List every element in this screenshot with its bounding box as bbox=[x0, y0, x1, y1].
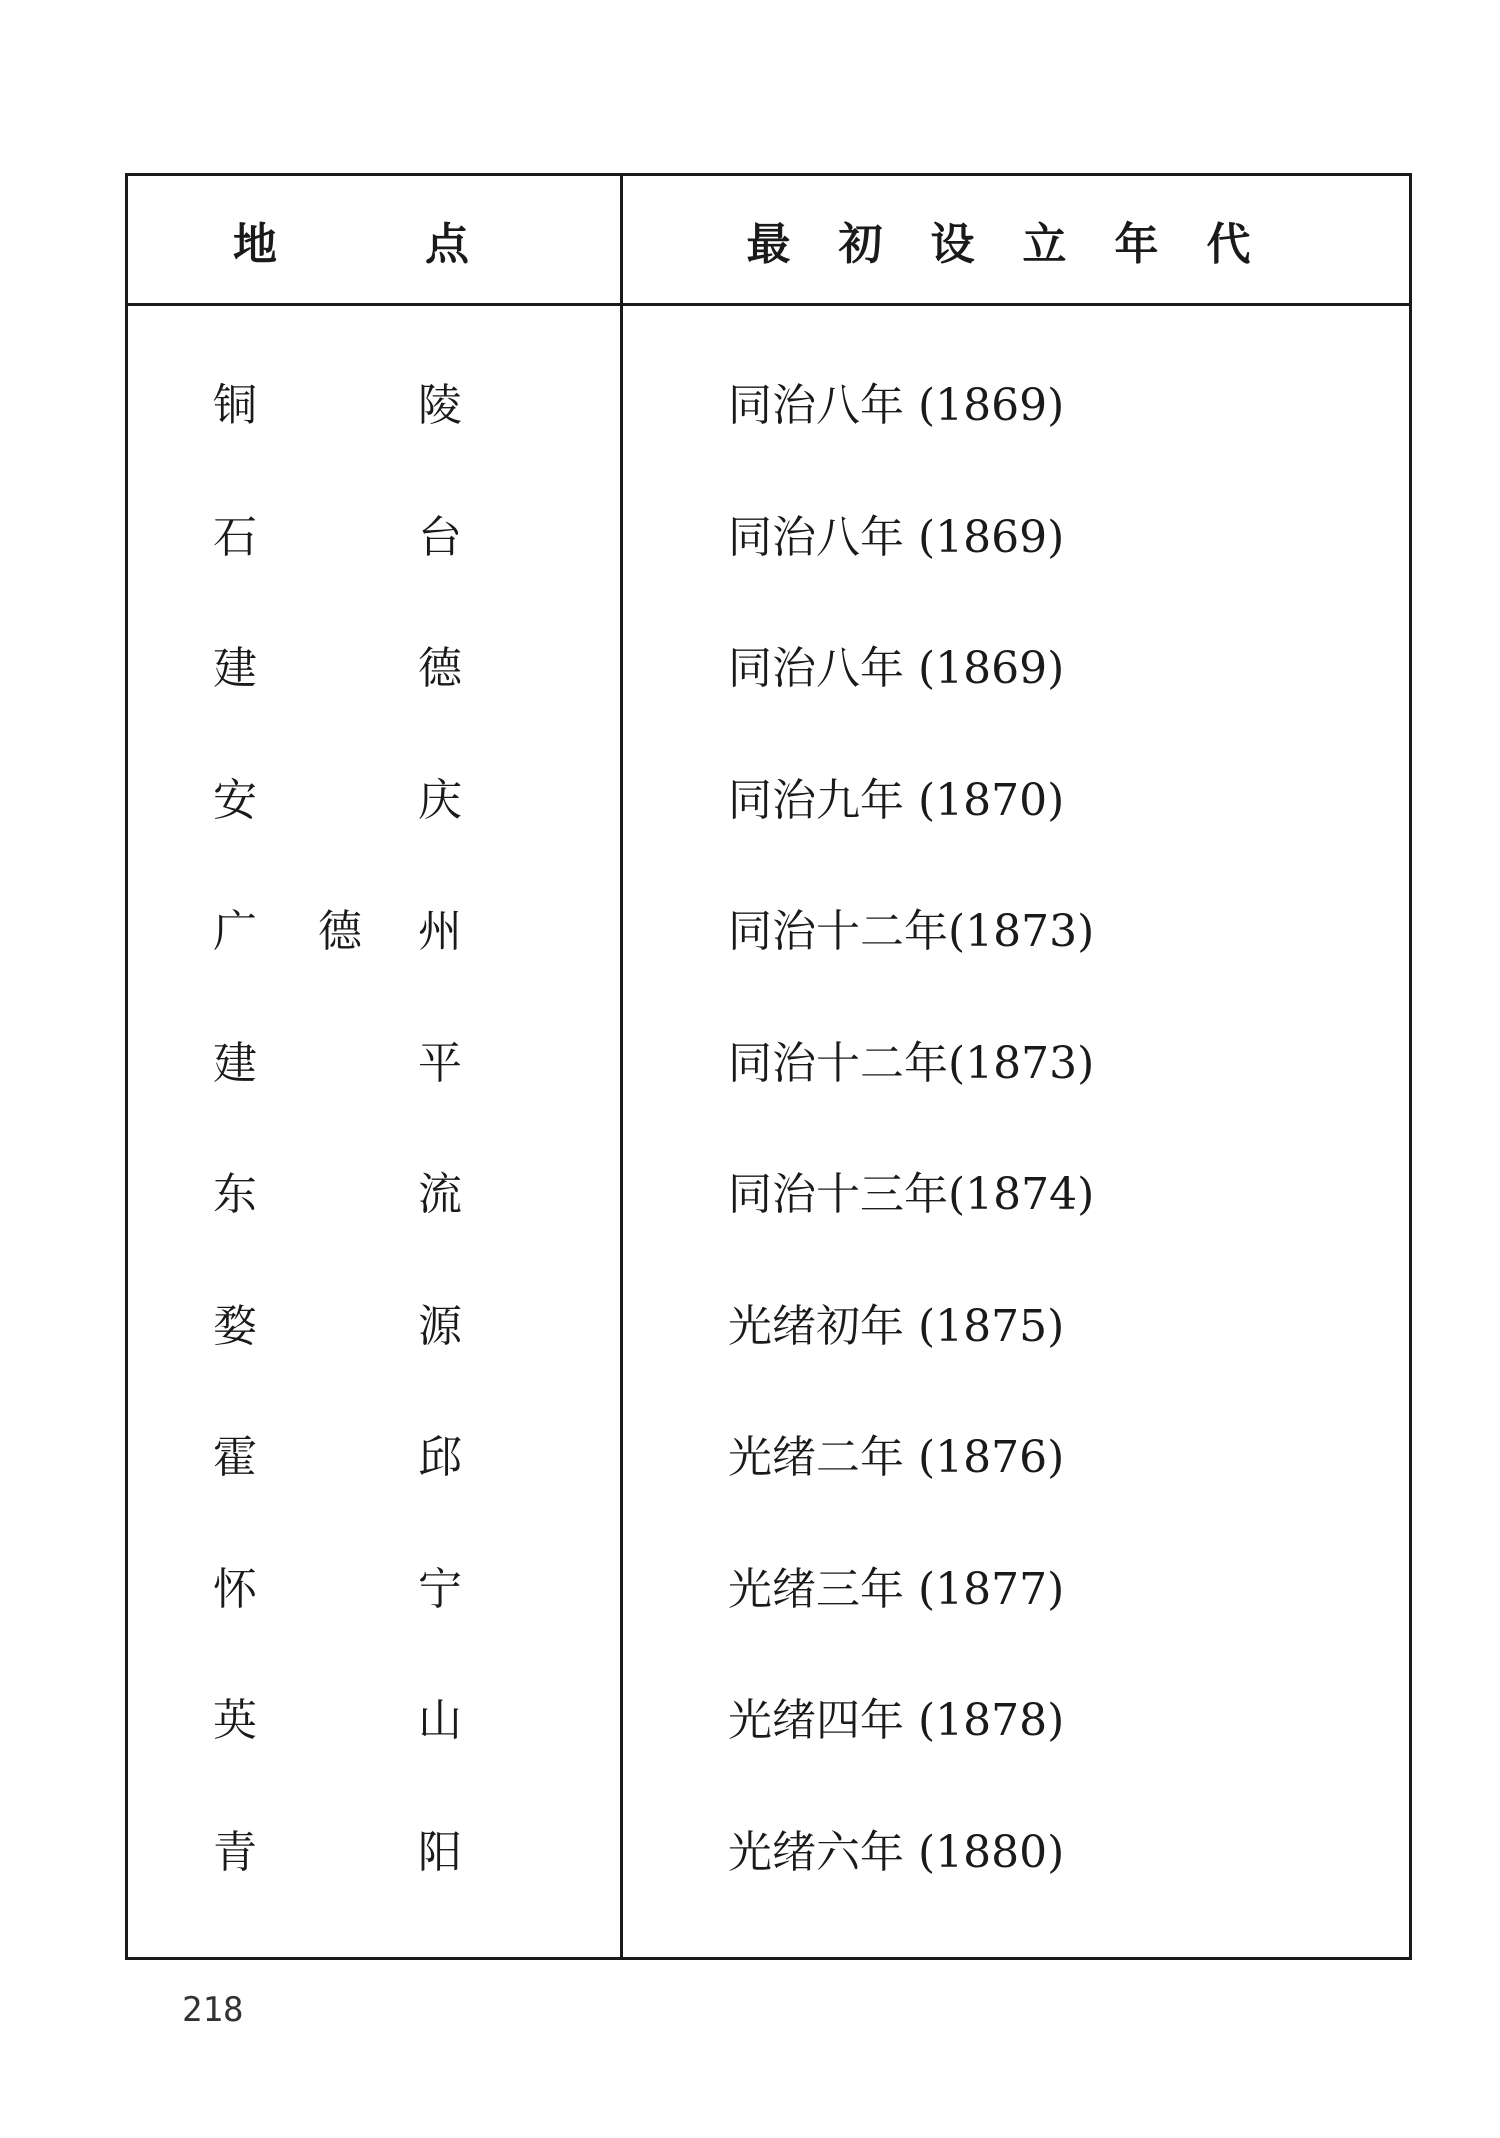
header-place bbox=[128, 176, 620, 303]
table-row bbox=[128, 1428, 1409, 1488]
year-cell: 光绪二年 (1876) bbox=[728, 1432, 1065, 1483]
table-row bbox=[128, 1297, 1409, 1357]
header-place-char-2: 点 bbox=[425, 218, 469, 270]
place-char: 邱 bbox=[418, 1432, 462, 1483]
place-char: 庆 bbox=[418, 774, 462, 826]
header-rule bbox=[128, 303, 1409, 306]
year-cell: 同治八年 (1869) bbox=[728, 643, 1065, 694]
year-cell: 同治九年 (1870) bbox=[728, 774, 1065, 826]
place-char: 台 bbox=[418, 511, 462, 563]
year-cell: 同治十三年(1874) bbox=[728, 1169, 1095, 1220]
data-table bbox=[125, 173, 1412, 1960]
place-char: 山 bbox=[418, 1695, 462, 1746]
place-char: 霍 bbox=[213, 1432, 257, 1483]
header-place-char-1: 地 bbox=[233, 218, 277, 270]
place-char: 德 bbox=[318, 906, 362, 957]
table-row bbox=[128, 902, 1409, 962]
table-row bbox=[128, 376, 1409, 436]
table-row bbox=[128, 1823, 1409, 1883]
place-char: 平 bbox=[418, 1037, 462, 1089]
year-cell: 同治十二年(1873) bbox=[728, 1037, 1095, 1089]
table-row bbox=[128, 1034, 1409, 1094]
place-char: 铜 bbox=[213, 380, 257, 431]
year-cell: 光绪四年 (1878) bbox=[728, 1695, 1065, 1746]
place-char: 建 bbox=[213, 1037, 257, 1089]
place-char: 流 bbox=[418, 1169, 462, 1220]
header-year: 最初设立年代 bbox=[746, 218, 1299, 270]
table-row bbox=[128, 639, 1409, 699]
place-char: 宁 bbox=[418, 1563, 462, 1615]
place-char: 石 bbox=[213, 511, 257, 563]
place-char: 广 bbox=[213, 906, 257, 957]
table-row bbox=[128, 1560, 1409, 1620]
year-cell: 同治八年 (1869) bbox=[728, 511, 1065, 563]
place-char: 怀 bbox=[213, 1563, 257, 1615]
place-char: 婺 bbox=[213, 1300, 257, 1352]
place-char: 德 bbox=[418, 643, 462, 694]
table-row bbox=[128, 1691, 1409, 1751]
place-char: 青 bbox=[213, 1826, 257, 1878]
place-char: 州 bbox=[418, 906, 462, 957]
year-cell: 光绪初年 (1875) bbox=[728, 1300, 1065, 1352]
place-char: 陵 bbox=[418, 380, 462, 431]
place-char: 阳 bbox=[418, 1826, 462, 1878]
table-row bbox=[128, 1165, 1409, 1225]
table-row bbox=[128, 508, 1409, 568]
place-char: 源 bbox=[418, 1300, 462, 1352]
page-number: 218 bbox=[182, 1990, 244, 2030]
year-cell: 同治八年 (1869) bbox=[728, 380, 1065, 431]
place-char: 东 bbox=[213, 1169, 257, 1220]
place-char: 建 bbox=[213, 643, 257, 694]
year-cell: 光绪三年 (1877) bbox=[728, 1563, 1065, 1615]
table-row bbox=[128, 771, 1409, 831]
place-char: 安 bbox=[213, 774, 257, 826]
place-char: 英 bbox=[213, 1695, 257, 1746]
year-cell: 光绪六年 (1880) bbox=[728, 1826, 1065, 1878]
year-cell: 同治十二年(1873) bbox=[728, 906, 1095, 957]
